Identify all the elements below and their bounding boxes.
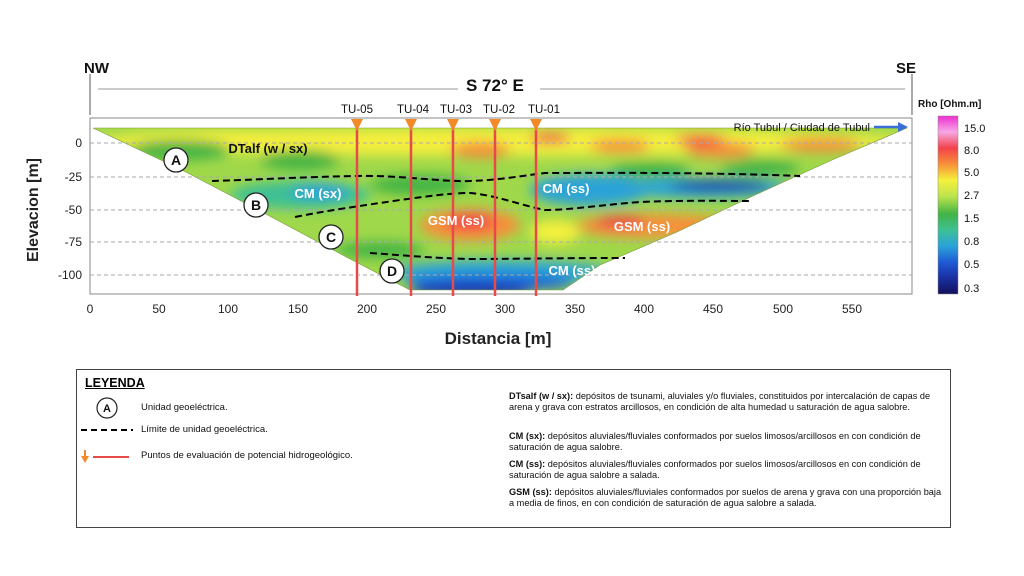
colorbar-tick: 2.7 [964, 190, 980, 202]
colorbar-scale [938, 116, 958, 294]
well-point-icon [81, 448, 133, 466]
x-tick: 350 [564, 302, 586, 316]
legend-item-wells: Puntos de evaluación de potencial hidrogeológico. [141, 450, 353, 461]
x-axis [87, 302, 863, 316]
unit-marker-d [380, 259, 404, 283]
well-label: TU-04 [397, 104, 429, 116]
unit-marker-c [319, 225, 343, 249]
label-gsm-1: GSM (ss) [427, 213, 485, 228]
colorbar-tick: 8.0 [964, 145, 980, 157]
colorbar [918, 99, 985, 295]
x-tick: 450 [702, 302, 724, 316]
well-label: TU-05 [341, 104, 373, 116]
definition-dtsalf: DTsalf (w / sx): depósitos de tsunami, aluviales y/o fluviales, constituidos por intercalación de capas de arena y grava con estratos arcillosos, en condición de alta humedad u saturación de agua salobre. [509, 391, 931, 413]
unit-marker-a [164, 148, 188, 172]
x-tick: 100 [217, 302, 239, 316]
x-tick: 400 [633, 302, 655, 316]
x-tick: 300 [494, 302, 516, 316]
definition-cm-sx: CM (sx): depósitos aluviales/fluviales conformados por suelos limosos/arcillosos en con condición de saturación de agua salobre. [509, 431, 921, 453]
y-tick: -75 [64, 235, 82, 249]
se-label: SE [896, 60, 917, 77]
label-cm-ss-2: CM (ss) [548, 263, 596, 278]
x-tick: 50 [152, 302, 166, 316]
bearing-label: S 72° E [466, 76, 524, 95]
unit-symbol-icon [95, 396, 119, 420]
svg-text:C: C [325, 229, 337, 245]
y-tick: -25 [64, 170, 82, 184]
svg-text:D: D [386, 263, 398, 279]
definition-cm-ss: CM (ss): depósitos aluviales/fluviales conformados por suelos limosos/arcillosos en con condición de saturación de agua salobre a salada. [509, 459, 921, 481]
y-axis-title: Elevacion [m] [25, 157, 42, 263]
dashed-line-icon [79, 426, 135, 434]
y-tick: -100 [57, 268, 82, 282]
colorbar-tick: 0.5 [964, 259, 980, 271]
label-dtalf: DTalf (w / sx) [228, 141, 308, 156]
legend-title: LEYENDA [85, 376, 145, 390]
nw-label: NW [84, 60, 109, 77]
y-tick: -50 [64, 203, 82, 217]
x-tick: 200 [356, 302, 378, 316]
colorbar-title: Rho [Ohm.m] [918, 99, 982, 110]
label-cm-ss-1: CM (ss) [542, 181, 590, 196]
well-label: TU-02 [483, 104, 515, 116]
well-label: TU-01 [528, 104, 560, 116]
x-tick: 150 [287, 302, 309, 316]
legend-box [76, 369, 951, 528]
y-tick: 0 [75, 136, 82, 150]
colorbar-tick: 0.8 [964, 236, 980, 248]
definition-gsm-ss: GSM (ss): depósitos aluviales/fluviales conformados por suelos de arena y grava con una proporción baja a media de finos, en con condición de saturación de agua salobre a salada. [509, 487, 942, 509]
y-axis [58, 136, 82, 282]
colorbar-ticks [964, 123, 985, 295]
river-label: Río Tubul / Ciudad de Tubul [733, 122, 870, 134]
x-tick: 550 [841, 302, 863, 316]
label-gsm-2: GSM (ss) [613, 219, 671, 234]
svg-text:A: A [103, 403, 111, 415]
x-axis-title: Distancia [m] [444, 329, 552, 348]
colorbar-tick: 15.0 [964, 123, 986, 135]
svg-text:B: B [250, 197, 262, 213]
well-label: TU-03 [440, 104, 472, 116]
x-tick: 500 [772, 302, 794, 316]
x-tick: 0 [86, 302, 94, 316]
legend-item-unit: Unidad geoeléctrica. [141, 402, 228, 413]
colorbar-tick: 5.0 [964, 167, 980, 179]
legend-item-boundary: Límite de unidad geoeléctrica. [141, 424, 268, 435]
label-cm-sx: CM (sx) [294, 186, 342, 201]
colorbar-tick: 1.5 [964, 213, 980, 225]
unit-marker-b [244, 193, 268, 217]
colorbar-tick: 0.3 [964, 283, 980, 295]
svg-text:A: A [170, 152, 182, 168]
x-tick: 250 [425, 302, 447, 316]
